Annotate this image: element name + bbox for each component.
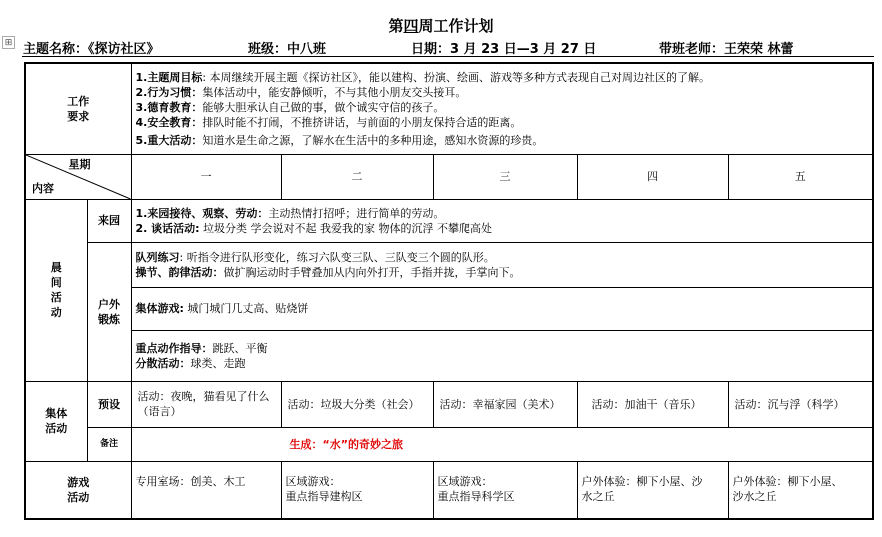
- work-item: 4.安全教育：排队时能不打闹，不推挤讲话，与前面的小朋友保持合适的距离。: [135, 115, 522, 129]
- group-activity-label: 集体 活动: [25, 381, 87, 461]
- morning-activity-label: 晨 间 活 动: [25, 199, 87, 381]
- title-week-number: 四: [403, 17, 419, 35]
- teachers: 带班老师：王荣荣 林蕾: [659, 42, 794, 57]
- work-item: 2.行为习惯：集体活动中，能安静倾听，不与其他小朋友交头接耳。: [135, 85, 467, 99]
- activity-cell: 活动：加油干（音乐）: [577, 381, 728, 427]
- note-content: [131, 427, 873, 461]
- day-header: 五: [728, 154, 873, 199]
- weekday-label: 星期: [68, 157, 91, 171]
- day-header: 四: [577, 154, 728, 199]
- activity-cell: 活动：沉与浮（科学）: [728, 381, 873, 427]
- group-game-row: [25, 287, 873, 330]
- work-item: 3.德育教育：能够大胆承认自己做的事，做个诚实守信的孩子。: [135, 100, 445, 114]
- theme-name: 主题名称：《探访社区》: [23, 42, 160, 57]
- key-movement-content: 重点动作指导：跳跃、平衡 分散活动：球类、走跑: [131, 330, 873, 381]
- work-item: 1.主题周目标: 本周继续开展主题《探访社区》，能以建构、扮演、绘画、游戏等多种方式表现自己对周边社区的了解。: [135, 70, 711, 84]
- weekday-content-diagonal-cell: [25, 154, 131, 199]
- arrival-row: [25, 199, 873, 242]
- group-game-content: 集体游戏: 城门城门几丈高、贴烧饼: [131, 287, 873, 330]
- note-text: 生成：“水”的奇妙之旅: [289, 437, 403, 451]
- game-cell: 专用室场：创美、木工: [131, 461, 281, 519]
- header-underline: [22, 56, 874, 57]
- activity-cell: 活动：幸福家园（美术）: [433, 381, 577, 427]
- day-header: 一: [131, 154, 281, 199]
- note-label: 备注: [87, 427, 131, 461]
- table-move-handle-icon[interactable]: ⊞: [2, 36, 15, 49]
- work-requirements-row: [25, 63, 873, 154]
- date-range: 日期：3 月 23 日—3 月 27 日: [411, 42, 597, 57]
- activity-cell: 活动：夜晚，猫看见了什么（语言）: [131, 381, 281, 427]
- work-item: 5.重大活动：知道水是生命之源，了解水在生活中的多种用途，感知水资源的珍贵。: [135, 133, 544, 147]
- game-activities-row: [25, 461, 873, 519]
- page-title: [0, 15, 882, 36]
- queue-exercise-row: [25, 242, 873, 287]
- work-requirements-content: [131, 63, 873, 154]
- key-movement-row: [25, 330, 873, 381]
- title-suffix: 周工作计划: [418, 17, 494, 35]
- preset-label: 预设: [87, 381, 131, 427]
- game-cell: 户外体验：柳下小屋、沙 水之丘: [577, 461, 728, 519]
- game-cell: 区域游戏： 重点指导建构区: [281, 461, 433, 519]
- content-label: 内容: [32, 181, 54, 195]
- arrival-content: 1.来园接待、观察、劳动：主动热情打招呼；进行简单的劳动。 2. 谈话活动: 垃圾分类 学会说对不起 我爱我的家 物体的沉浮 不攀爬高处: [131, 199, 873, 242]
- day-header: 二: [281, 154, 433, 199]
- game-activity-label: 游戏 活动: [25, 461, 131, 519]
- outdoor-exercise-label: 户外 锻炼: [87, 242, 131, 381]
- day-header: 三: [433, 154, 577, 199]
- queue-exercise-content: 队列练习: 听指令进行队形变化，练习六队变三队、三队变三个圆的队形。 操节、韵律活动：做扩胸运动时手臂叠加从内向外打开，手指并拢，手掌向下。: [131, 242, 873, 287]
- game-cell: 户外体验：柳下小屋、 沙水之丘: [728, 461, 873, 519]
- game-cell: 区域游戏： 重点指导科学区: [433, 461, 577, 519]
- weekday-header-row: [25, 154, 873, 199]
- activity-cell: 活动：垃圾大分类（社会）: [281, 381, 433, 427]
- weekly-plan-table: [24, 62, 874, 520]
- work-requirements-label: 工作 要求: [25, 63, 131, 154]
- note-row: [25, 427, 873, 461]
- preset-activities-row: [25, 381, 873, 427]
- title-prefix: 第: [388, 17, 404, 35]
- arrival-label: 来园: [87, 199, 131, 242]
- class-name: 班级：中八班: [248, 42, 327, 57]
